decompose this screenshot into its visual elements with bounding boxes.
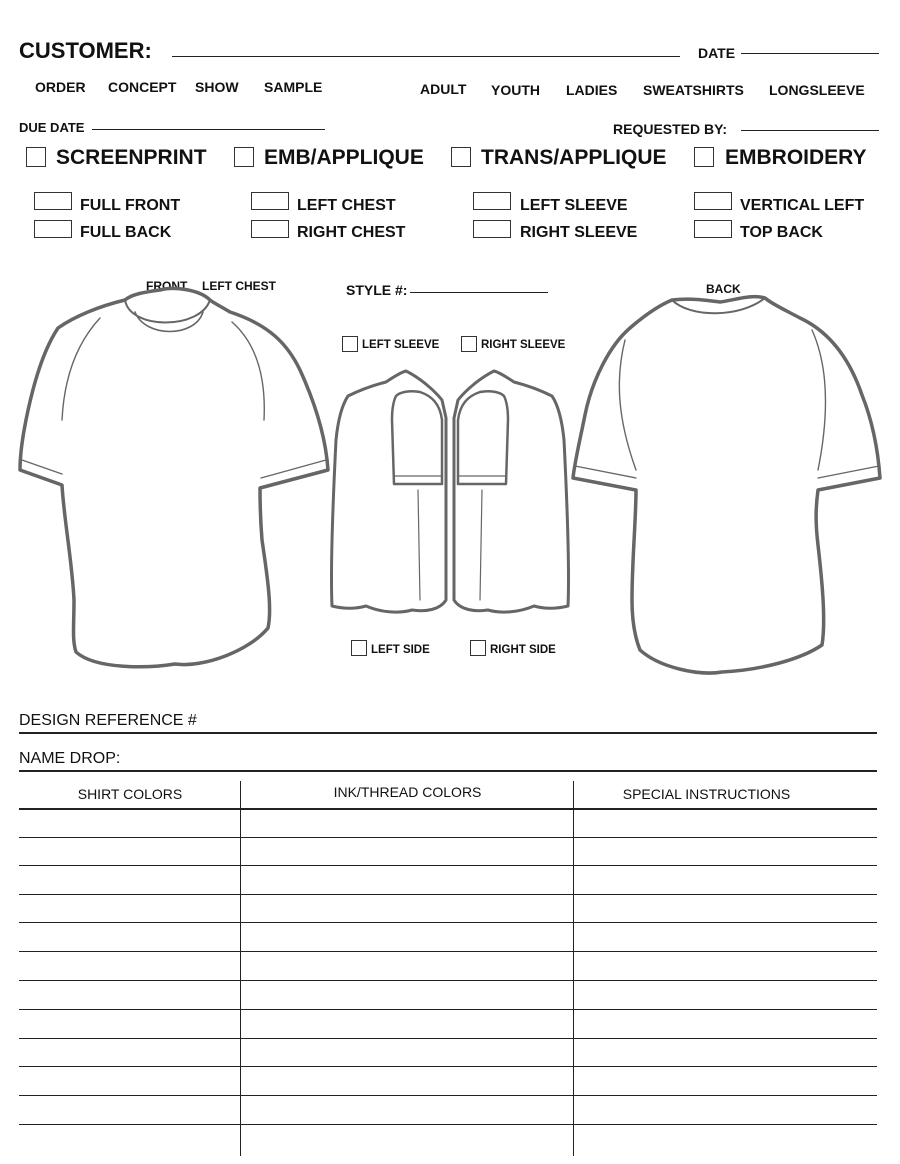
table-row[interactable] <box>19 1009 877 1010</box>
right-side-label: RIGHT SIDE <box>490 644 556 656</box>
left-side-label: LEFT SIDE <box>371 644 430 656</box>
placement-left-sleeve: LEFT SLEEVE <box>520 197 628 214</box>
right-sleeve-drawing <box>454 371 569 612</box>
table-row[interactable] <box>19 1124 877 1125</box>
design-reference-field[interactable] <box>19 732 877 734</box>
size-adult[interactable]: ADULT <box>420 81 467 97</box>
diagram-right-sleeve-label: RIGHT SLEEVE <box>481 339 566 351</box>
order-type-sample[interactable]: SAMPLE <box>264 79 323 95</box>
table-row[interactable] <box>19 1095 877 1096</box>
method-embroidery: EMBROIDERY <box>725 146 867 169</box>
back-label: BACK <box>706 282 741 296</box>
table-row[interactable] <box>19 980 877 981</box>
table-row[interactable] <box>19 1066 877 1067</box>
table-row[interactable] <box>19 865 877 866</box>
left-sleeve-drawing <box>331 371 446 612</box>
table-row[interactable] <box>19 894 877 895</box>
size-sweatshirts[interactable]: SWEATSHIRTS <box>643 82 744 98</box>
size-ladies[interactable]: LADIES <box>566 82 618 98</box>
customer-label: CUSTOMER: <box>19 38 152 63</box>
order-type-concept[interactable]: CONCEPT <box>108 79 177 95</box>
front-shirt-drawing <box>20 288 328 666</box>
placement-full-front: FULL FRONT <box>80 197 181 214</box>
table-row[interactable] <box>19 922 877 923</box>
diagram-left-sleeve-label: LEFT SLEEVE <box>362 339 440 351</box>
method-screenprint: SCREENPRINT <box>56 146 207 169</box>
order-type-show[interactable]: SHOW <box>195 79 239 95</box>
left-chest-label: LEFT CHEST <box>202 279 276 293</box>
placement-left-chest: LEFT CHEST <box>297 197 396 214</box>
placement-top-back: TOP BACK <box>740 224 823 241</box>
table-header-special-instructions: SPECIAL INSTRUCTIONS <box>622 786 791 802</box>
table-row[interactable] <box>19 837 877 838</box>
due-date-label: DUE DATE <box>19 120 85 135</box>
back-shirt-drawing <box>573 297 880 673</box>
style-label: STYLE #: <box>346 282 408 298</box>
placement-right-chest: RIGHT CHEST <box>297 224 406 241</box>
name-drop-field[interactable] <box>19 770 877 772</box>
placement-vertical-left: VERTICAL LEFT <box>740 197 865 214</box>
size-youth[interactable]: YOUTH <box>491 82 540 98</box>
name-drop-label: NAME DROP: <box>19 750 121 767</box>
table-row[interactable] <box>19 951 877 952</box>
table-header-rule <box>19 808 877 810</box>
placement-right-sleeve: RIGHT SLEEVE <box>520 224 638 241</box>
front-label: FRONT <box>146 279 188 293</box>
table-row[interactable] <box>19 1038 877 1039</box>
method-trans-applique: TRANS/APPLIQUE <box>481 146 667 169</box>
table-header-shirt-colors: SHIRT COLORS <box>77 786 183 802</box>
order-type-order[interactable]: ORDER <box>35 79 86 95</box>
design-reference-label: DESIGN REFERENCE # <box>19 712 197 729</box>
size-longsleeve[interactable]: LONGSLEEVE <box>769 82 865 98</box>
placement-full-back: FULL BACK <box>80 224 172 241</box>
requested-by-label: REQUESTED BY: <box>613 121 728 137</box>
table-header-ink-thread-colors: INK/THREAD COLORS <box>333 784 482 800</box>
method-emb-applique: EMB/APPLIQUE <box>264 146 424 169</box>
date-label: DATE <box>698 45 736 61</box>
